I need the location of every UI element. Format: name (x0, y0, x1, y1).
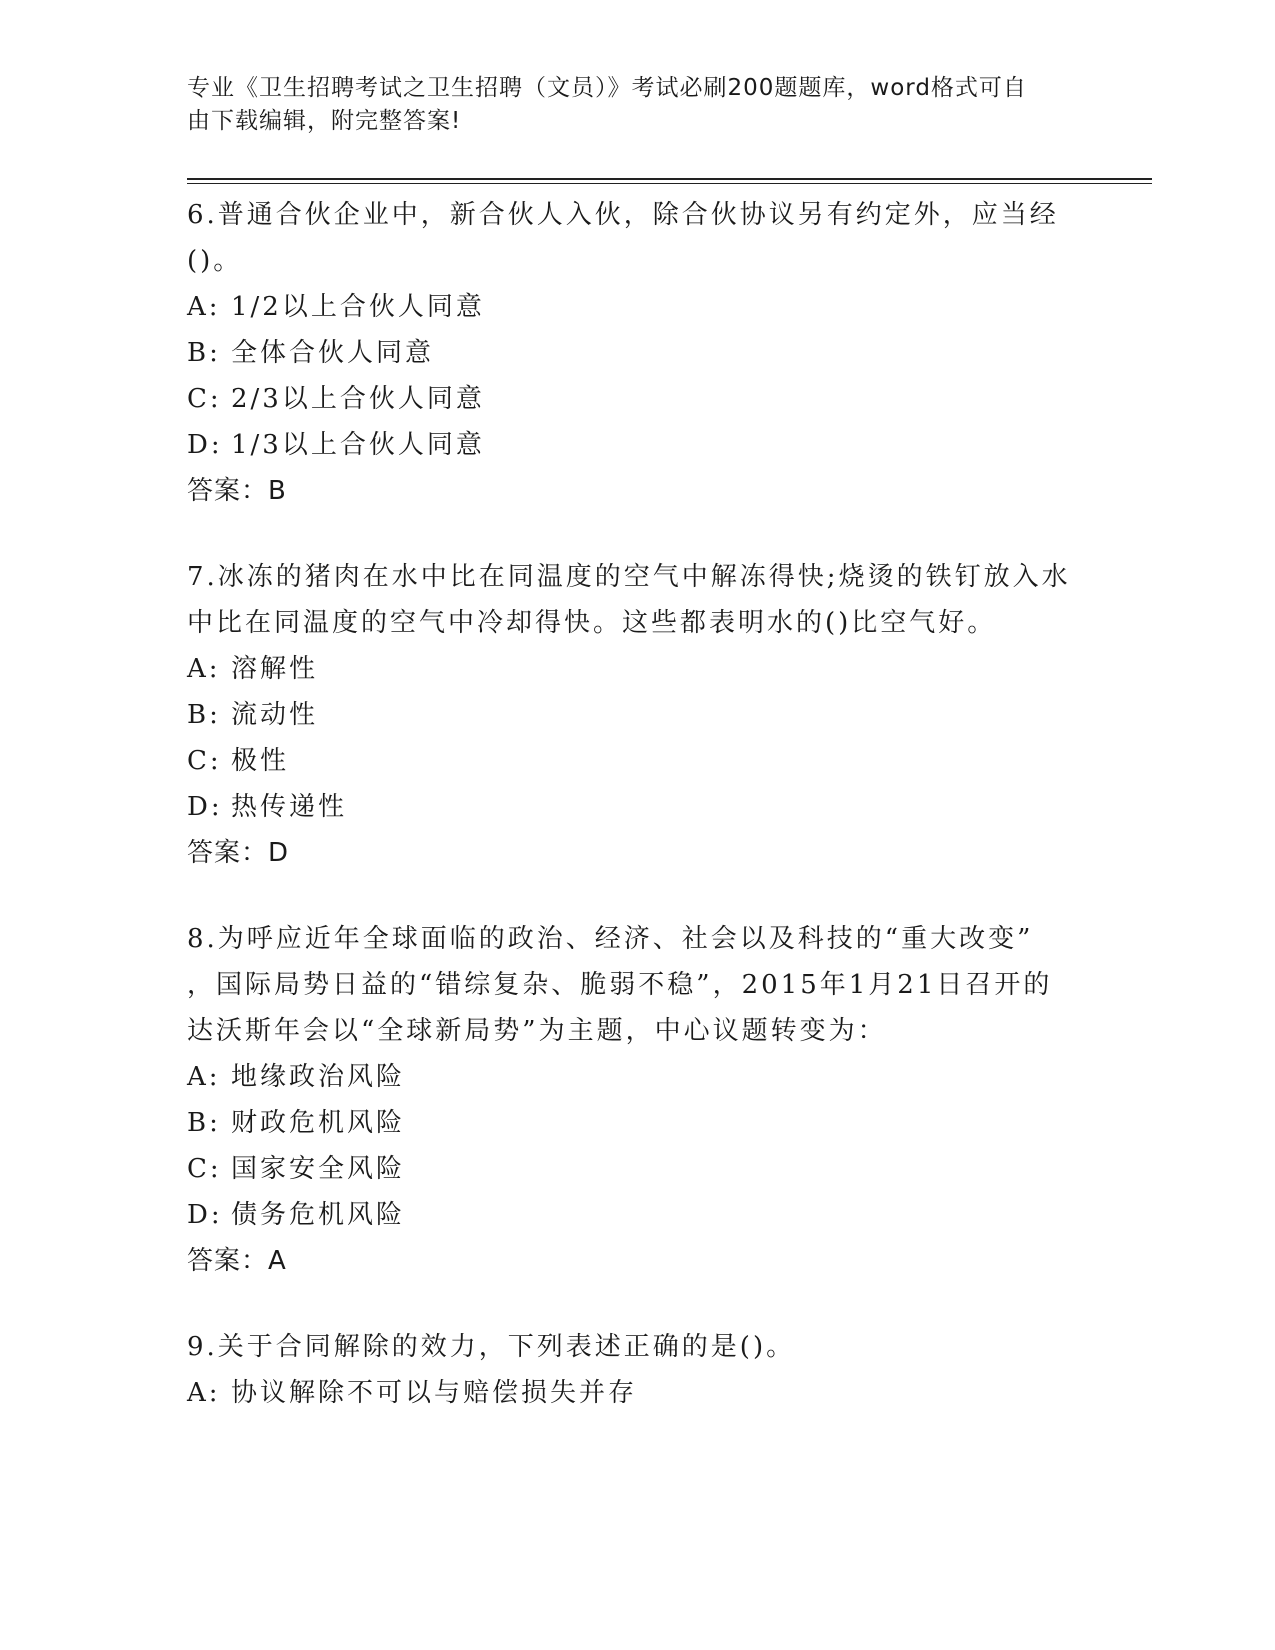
option-letter: A: (187, 654, 221, 684)
question-text-line: 9.关于合同解除的效力，下列表述正确的是()。 (187, 1332, 796, 1362)
option-a (187, 284, 1087, 330)
header-line-2: 由下载编辑，附完整答案! (187, 108, 462, 134)
answer-text: 答案：D (187, 838, 290, 868)
option-d (187, 422, 1087, 468)
question-text-line: ()。 (187, 246, 243, 276)
option-text: 1/2以上合伙人同意 (231, 292, 485, 322)
option-c (187, 738, 1087, 784)
option-letter: D: (187, 792, 223, 822)
question-8 (187, 916, 1087, 1284)
option-letter: B: (187, 1108, 221, 1138)
question-text-line: 6.普通合伙企业中，新合伙人入伙，除合伙协议另有约定外，应当经 (187, 200, 1059, 230)
option-text: 协议解除不可以与赔偿损失并存 (231, 1378, 638, 1408)
question-9 (187, 1324, 1087, 1416)
option-a (187, 646, 1087, 692)
document-header (187, 72, 1067, 138)
question-list (187, 192, 1087, 1456)
option-c (187, 1146, 1087, 1192)
question-text-line: 8.为呼应近年全球面临的政治、经济、社会以及科技的“重大改变” (187, 924, 1034, 954)
option-letter: B: (187, 338, 221, 368)
option-text: 地缘政治风险 (231, 1062, 406, 1092)
option-letter: D: (187, 1200, 223, 1230)
header-divider-thin (187, 183, 1152, 184)
option-text: 溶解性 (231, 654, 319, 684)
question-text-line: 7.冰冻的猪肉在水中比在同温度的空气中解冻得快;烧烫的铁钉放入水 (187, 562, 1071, 592)
option-letter: C: (187, 384, 222, 414)
option-b (187, 692, 1087, 738)
option-letter: A: (187, 1062, 221, 1092)
option-text: 极性 (231, 746, 290, 776)
option-text: 流动性 (231, 700, 319, 730)
option-d (187, 1192, 1087, 1238)
question-text-line: ，国际局势日益的“错综复杂、脆弱不稳”，2015年1月21日召开的 (187, 970, 1053, 1000)
option-letter: B: (187, 700, 221, 730)
option-text: 财政危机风险 (231, 1108, 406, 1138)
option-letter: A: (187, 292, 221, 322)
answer-text: 答案：B (187, 476, 287, 506)
option-a (187, 1054, 1087, 1100)
option-letter: C: (187, 1154, 222, 1184)
option-c (187, 376, 1087, 422)
question-text-line: 达沃斯年会以“全球新局势”为主题，中心议题转变为： (187, 1016, 887, 1046)
option-b (187, 1100, 1087, 1146)
option-letter: C: (187, 746, 222, 776)
option-b (187, 330, 1087, 376)
option-text: 债务危机风险 (231, 1200, 406, 1230)
option-text: 国家安全风险 (231, 1154, 406, 1184)
option-text: 2/3以上合伙人同意 (231, 384, 485, 414)
header-divider-thick (187, 178, 1152, 180)
option-text: 热传递性 (231, 792, 348, 822)
option-letter: D: (187, 430, 223, 460)
option-text: 全体合伙人同意 (231, 338, 435, 368)
option-a (187, 1370, 1087, 1416)
option-text: 1/3以上合伙人同意 (231, 430, 485, 460)
header-line-1: 专业《卫生招聘考试之卫生招聘（文员）》考试必刷200题题库，word格式可自 (187, 75, 1027, 101)
answer-text: 答案：A (187, 1246, 287, 1276)
question-text-line: 中比在同温度的空气中冷却得快。这些都表明水的()比空气好。 (187, 608, 997, 638)
question-6 (187, 192, 1087, 514)
question-7 (187, 554, 1087, 876)
option-d (187, 784, 1087, 830)
option-letter: A: (187, 1378, 221, 1408)
